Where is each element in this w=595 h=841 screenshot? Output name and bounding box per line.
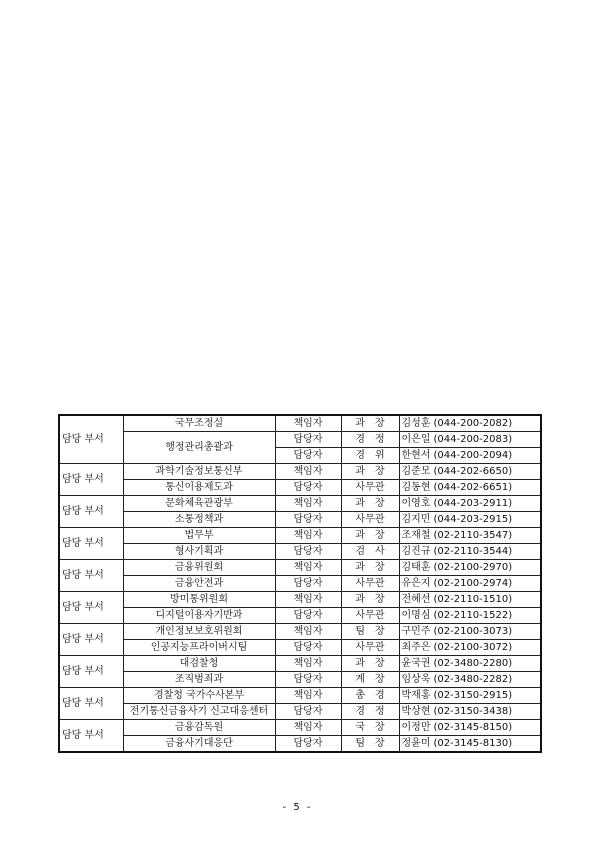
contact-title: 팀 장	[341, 736, 399, 753]
contact-role: 책임자	[275, 528, 341, 544]
table-row	[59, 512, 541, 528]
contact-name: 최주은	[401, 641, 431, 653]
table-row	[59, 672, 541, 688]
contact-person	[399, 688, 541, 704]
department-name: 대검찰청	[123, 656, 275, 672]
section-label: 담당 부서	[59, 560, 123, 592]
department-name: 법무부	[123, 528, 275, 544]
contact-role: 담당자	[275, 448, 341, 464]
contact-title: 과 장	[341, 464, 399, 480]
contact-phone: (044-200-2094)	[433, 449, 513, 461]
contact-role: 책임자	[275, 656, 341, 672]
contact-title: 검 사	[341, 544, 399, 560]
table-row	[59, 480, 541, 496]
contact-person	[399, 415, 541, 432]
contact-role: 담당자	[275, 736, 341, 753]
contact-phone: (044-203-2915)	[433, 513, 513, 525]
table-row	[59, 608, 541, 624]
contact-title: 과 장	[341, 592, 399, 608]
contact-phone: (02-3150-3438)	[433, 705, 513, 717]
contact-phone: (02-2100-2974)	[433, 577, 513, 589]
department-name: 형사기획과	[123, 544, 275, 560]
contact-name: 전혜선	[401, 593, 431, 605]
contact-title: 과 장	[341, 656, 399, 672]
contact-title: 국 장	[341, 720, 399, 736]
contact-role: 담당자	[275, 608, 341, 624]
table-row	[59, 544, 541, 560]
department-name: 금융감독원	[123, 720, 275, 736]
section-label: 담당 부서	[59, 624, 123, 656]
contact-role: 책임자	[275, 624, 341, 640]
contact-name: 김진규	[401, 545, 431, 557]
contact-phone: (02-2110-1510)	[433, 593, 513, 605]
contact-phone: (02-3480-2282)	[433, 673, 513, 685]
page-number: - 5 -	[282, 802, 313, 813]
contact-title: 과 장	[341, 560, 399, 576]
contact-phone: (044-200-2082)	[433, 417, 513, 429]
contact-role: 담당자	[275, 432, 341, 448]
contact-title: 과 장	[341, 496, 399, 512]
contact-title: 계 장	[341, 672, 399, 688]
department-name: 개인정보보호위원회	[123, 624, 275, 640]
contact-name: 김준모	[401, 465, 431, 477]
contact-role: 책임자	[275, 560, 341, 576]
contact-role: 담당자	[275, 576, 341, 592]
contact-role: 책임자	[275, 720, 341, 736]
contact-role: 책임자	[275, 688, 341, 704]
contact-person	[399, 720, 541, 736]
table-row	[59, 576, 541, 592]
contact-phone: (02-2110-1522)	[433, 609, 513, 621]
department-name: 경찰청 국가수사본부	[123, 688, 275, 704]
contact-phone: (044-203-2911)	[433, 497, 513, 509]
contact-name: 정윤미	[401, 737, 431, 749]
contact-person	[399, 640, 541, 656]
section-label: 담당 부서	[59, 415, 123, 464]
contact-person	[399, 624, 541, 640]
table-row	[59, 704, 541, 720]
contact-title: 총 경	[341, 688, 399, 704]
table-row	[59, 720, 541, 736]
contact-phone: (044-202-6650)	[433, 465, 513, 477]
contact-role: 책임자	[275, 464, 341, 480]
department-name: 통신이용제도과	[123, 480, 275, 496]
department-name: 문화체육관광부	[123, 496, 275, 512]
contact-phone: (02-2110-3544)	[433, 545, 513, 557]
contact-person	[399, 512, 541, 528]
contact-role: 책임자	[275, 415, 341, 432]
contact-name: 박상현	[401, 705, 431, 717]
contact-role: 담당자	[275, 480, 341, 496]
contact-title: 사무관	[341, 480, 399, 496]
department-name: 전기통신금융사기 신고대응센터	[123, 704, 275, 720]
contact-name: 김성훈	[401, 417, 431, 429]
contact-name: 이정만	[401, 721, 431, 733]
table-row	[59, 528, 541, 544]
contact-name: 이명심	[401, 609, 431, 621]
contact-role: 담당자	[275, 640, 341, 656]
contact-person	[399, 576, 541, 592]
contact-name: 김태훈	[401, 561, 431, 573]
contact-person	[399, 672, 541, 688]
table-row	[59, 432, 541, 448]
contact-name: 김지민	[401, 513, 431, 525]
department-name: 방미통위원회	[123, 592, 275, 608]
contact-phone: (02-3480-2280)	[433, 657, 513, 669]
table-row	[59, 464, 541, 480]
contact-phone: (02-2100-2970)	[433, 561, 513, 573]
table-row	[59, 624, 541, 640]
contact-person	[399, 496, 541, 512]
contact-person	[399, 432, 541, 448]
table-row	[59, 560, 541, 576]
contact-phone: (02-2110-3547)	[433, 529, 513, 541]
contact-title: 경 정	[341, 704, 399, 720]
section-label: 담당 부서	[59, 528, 123, 560]
contact-title: 경 위	[341, 448, 399, 464]
department-name: 디지털이용자기반과	[123, 608, 275, 624]
contact-name: 한현서	[401, 449, 431, 461]
contact-name: 구민주	[401, 625, 431, 637]
contact-phone: (044-200-2083)	[433, 433, 513, 445]
contact-role: 담당자	[275, 704, 341, 720]
department-name: 과학기술정보통신부	[123, 464, 275, 480]
contact-table-wrapper	[58, 414, 540, 753]
contact-person	[399, 464, 541, 480]
contact-person	[399, 448, 541, 464]
table-row	[59, 688, 541, 704]
contact-person	[399, 608, 541, 624]
contact-title: 과 장	[341, 528, 399, 544]
section-label: 담당 부서	[59, 656, 123, 688]
contact-role: 담당자	[275, 672, 341, 688]
department-name: 금융안전과	[123, 576, 275, 592]
contact-name: 이은일	[401, 433, 431, 445]
contact-role: 담당자	[275, 512, 341, 528]
section-label: 담당 부서	[59, 464, 123, 496]
section-label: 담당 부서	[59, 688, 123, 720]
contact-person	[399, 736, 541, 753]
contact-title: 팀 장	[341, 624, 399, 640]
contact-name: 김동현	[401, 481, 431, 493]
table-row	[59, 656, 541, 672]
section-label: 담당 부서	[59, 720, 123, 753]
contact-role: 담당자	[275, 544, 341, 560]
table-row	[59, 736, 541, 753]
contact-name: 윤국권	[401, 657, 431, 669]
contact-phone: (02-3145-8130)	[433, 737, 513, 749]
contact-name: 이영호	[401, 497, 431, 509]
contact-phone: (02-2100-3072)	[433, 641, 513, 653]
contact-title: 사무관	[341, 576, 399, 592]
contact-title: 사무관	[341, 512, 399, 528]
table-row	[59, 640, 541, 656]
contact-phone: (02-2100-3073)	[433, 625, 513, 637]
contact-person	[399, 528, 541, 544]
section-label: 담당 부서	[59, 496, 123, 528]
contact-phone: (02-3150-2915)	[433, 689, 513, 701]
contact-person	[399, 656, 541, 672]
contact-name: 박재홍	[401, 689, 431, 701]
contact-table-body	[59, 415, 541, 752]
contact-title: 경 정	[341, 432, 399, 448]
department-name: 금융위원회	[123, 560, 275, 576]
table-row	[59, 415, 541, 432]
section-label: 담당 부서	[59, 592, 123, 624]
contact-person	[399, 480, 541, 496]
contact-person	[399, 560, 541, 576]
contact-person	[399, 544, 541, 560]
contact-person	[399, 704, 541, 720]
department-name: 소통정책과	[123, 512, 275, 528]
table-row	[59, 496, 541, 512]
department-name: 조직범죄과	[123, 672, 275, 688]
contact-title: 사무관	[341, 640, 399, 656]
department-name: 금융사기대응단	[123, 736, 275, 753]
contact-phone: (044-202-6651)	[433, 481, 513, 493]
contact-role: 책임자	[275, 592, 341, 608]
contact-name: 조재철	[401, 529, 431, 541]
department-name: 국무조정실	[123, 415, 275, 432]
contact-title: 사무관	[341, 608, 399, 624]
table-row	[59, 592, 541, 608]
contact-person	[399, 592, 541, 608]
contact-phone: (02-3145-8150)	[433, 721, 513, 733]
contact-name: 임상욱	[401, 673, 431, 685]
contact-title: 과 장	[341, 415, 399, 432]
contact-table	[58, 414, 542, 753]
department-name: 인공지능프라이버시팀	[123, 640, 275, 656]
contact-name: 유은지	[401, 577, 431, 589]
department-name: 행정관리총괄과	[123, 432, 275, 464]
contact-role: 책임자	[275, 496, 341, 512]
